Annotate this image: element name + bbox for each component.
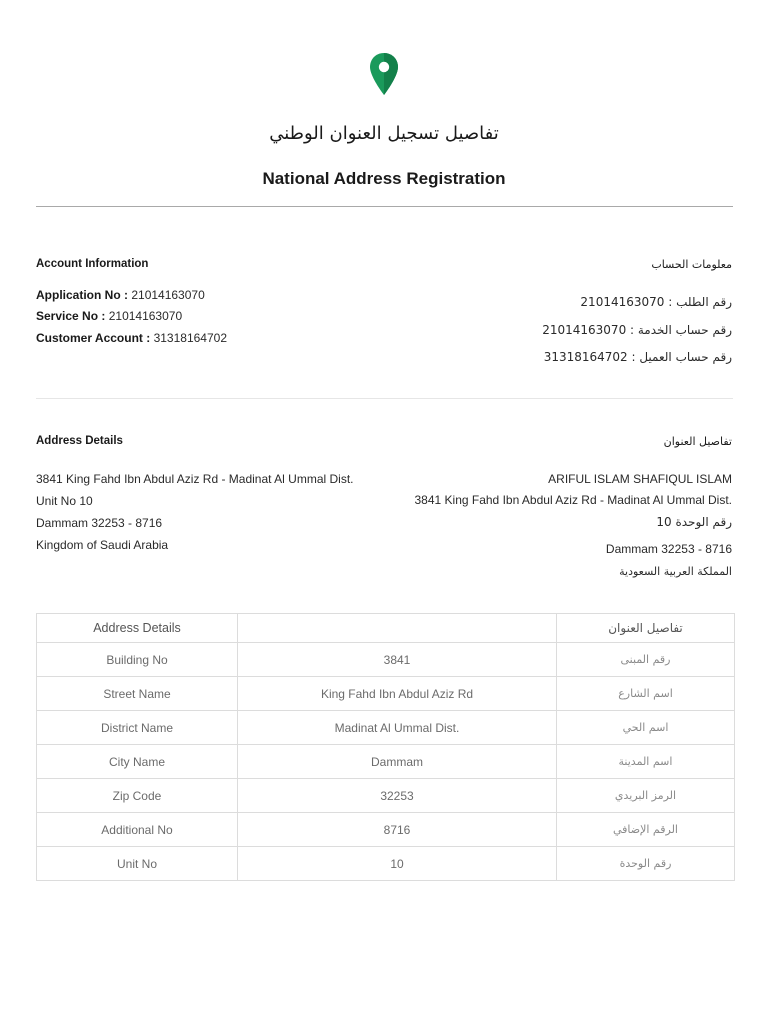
- row-value: 3841: [238, 643, 557, 677]
- address-line-arabic: 3841 King Fahd Ibn Abdul Aziz Rd - Madinat Al Ummal Dist.: [414, 493, 732, 507]
- application-no-field: [36, 288, 205, 302]
- row-label-arabic: رقم الوحدة: [557, 847, 735, 881]
- address-line: Kingdom of Saudi Arabia: [36, 538, 169, 552]
- table-row: [37, 643, 735, 677]
- account-info-heading: Account Information: [36, 258, 149, 270]
- table-row: [37, 847, 735, 881]
- service-no-label: Service No :: [36, 309, 106, 323]
- page-title-arabic: تفاصيل تسجيل العنوان الوطني: [269, 123, 499, 144]
- row-label-arabic: اسم الشارع: [557, 677, 735, 711]
- row-label-arabic: رقم المبنى: [557, 643, 735, 677]
- table-row: [37, 745, 735, 779]
- customer-account-value: 31318164702: [153, 331, 227, 345]
- address-line-arabic: رقم الوحدة 10: [656, 515, 732, 529]
- row-label: Building No: [37, 643, 238, 677]
- row-value: King Fahd Ibn Abdul Aziz Rd: [238, 677, 557, 711]
- row-label-arabic: الرمز البريدي: [557, 779, 735, 813]
- service-no-value: 21014163070: [108, 309, 183, 323]
- row-label: City Name: [37, 745, 238, 779]
- table-header-en: Address Details: [37, 614, 238, 643]
- row-label: Additional No: [37, 813, 238, 847]
- row-label: Unit No: [37, 847, 238, 881]
- table-row: [37, 779, 735, 813]
- row-label: Zip Code: [37, 779, 238, 813]
- row-label-arabic: الرقم الإضافي: [557, 813, 735, 847]
- address-holder-name: ARIFUL ISLAM SHAFIQUL ISLAM: [548, 472, 732, 486]
- title-divider: [36, 206, 733, 207]
- address-line: Unit No 10: [36, 494, 93, 508]
- row-label: District Name: [37, 711, 238, 745]
- row-value: 10: [238, 847, 557, 881]
- service-no-field-arabic: رقم حساب الخدمة : 21014163070: [542, 323, 732, 337]
- table-row: [37, 677, 735, 711]
- row-label-arabic: اسم الحي: [557, 711, 735, 745]
- table-row: [37, 711, 735, 745]
- table-header-row: [37, 614, 735, 643]
- service-no-field: [36, 309, 182, 323]
- address-line-arabic: المملكة العربية السعودية: [619, 565, 732, 578]
- account-info-heading-arabic: معلومات الحساب: [651, 258, 732, 271]
- application-no-field-arabic: رقم الطلب : 21014163070: [580, 295, 732, 309]
- address-details-heading: Address Details: [36, 435, 123, 447]
- table-header-ar: تفاصيل العنوان: [557, 614, 735, 643]
- address-line: Dammam 32253 - 8716: [36, 516, 163, 530]
- table-header-value: [238, 614, 557, 643]
- row-value: 32253: [238, 779, 557, 813]
- section-divider: [36, 398, 733, 399]
- customer-account-field: [36, 331, 227, 345]
- row-label: Street Name: [37, 677, 238, 711]
- application-no-label: Application No :: [36, 288, 128, 302]
- row-value: 8716: [238, 813, 557, 847]
- row-value: Dammam: [238, 745, 557, 779]
- address-line: 3841 King Fahd Ibn Abdul Aziz Rd - Madinat Al Ummal Dist.: [36, 472, 354, 486]
- customer-account-field-arabic: رقم حساب العميل : 31318164702: [543, 350, 732, 364]
- location-pin-icon: [369, 52, 399, 96]
- address-details-heading-arabic: تفاصيل العنوان: [663, 435, 732, 448]
- row-label-arabic: اسم المدينة: [557, 745, 735, 779]
- page-title: National Address Registration: [262, 169, 506, 188]
- address-details-table: [36, 613, 735, 881]
- row-value: Madinat Al Ummal Dist.: [238, 711, 557, 745]
- table-row: [37, 813, 735, 847]
- application-no-value: 21014163070: [131, 288, 205, 302]
- address-line-arabic: Dammam 32253 - 8716: [605, 542, 732, 556]
- customer-account-label: Customer Account :: [36, 331, 151, 345]
